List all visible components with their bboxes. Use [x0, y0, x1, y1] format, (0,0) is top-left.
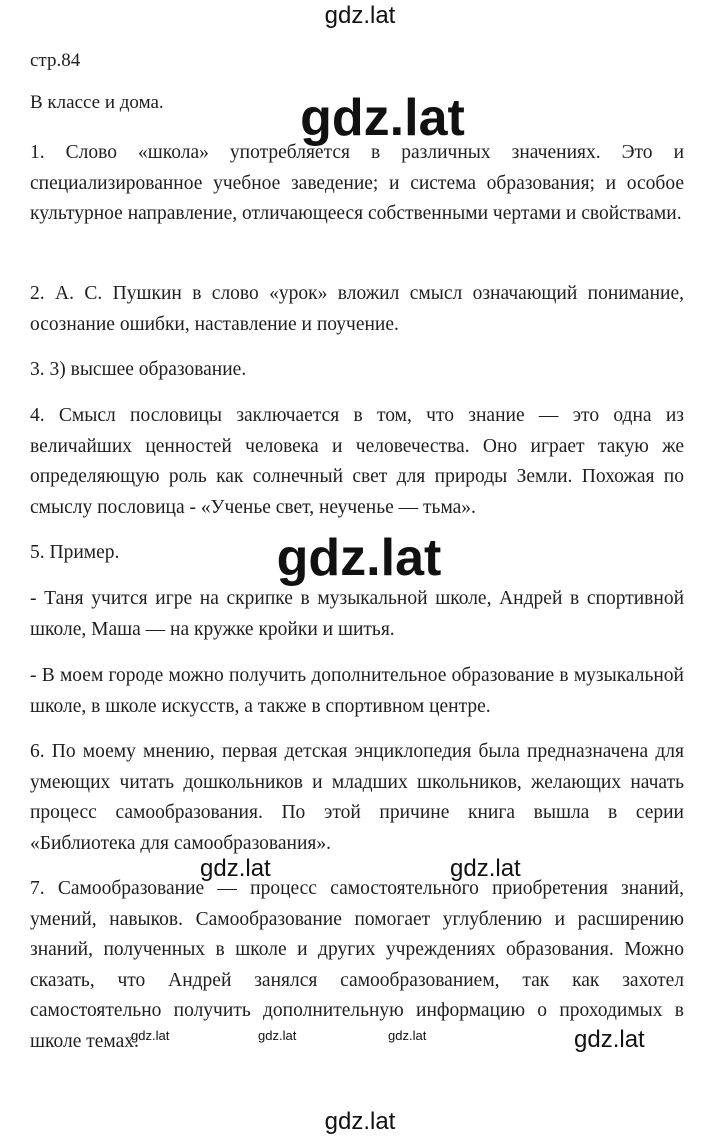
watermark-big-1: gdz.lat [300, 89, 465, 147]
watermark-mid-right: gdz.lat [450, 855, 521, 882]
answer-3: 3. 3) высшее образование. [30, 359, 247, 380]
watermark-mid-left: gdz.lat [200, 855, 271, 882]
answer-1: 1. Слово «школа» употребляется в различных значениях. Это и специализированное учебное заведение; и система образования; и особое культурное направление, отличающееся собственными чертами и свойствами. [30, 142, 684, 224]
answer-7: 7. Самообразование — процесс самостоятельного приобретения знаний, умений, навыков. Самообразование помогает углублению и расширению знаний, полученных в школе и других учреждениях образования. Можно сказать, что Андрей занялся самообразованием, так как захотел самостоятельно получить дополнительную информацию о проходимых в школе темах. [30, 878, 684, 1052]
answer-2: 2. А. С. Пушкин в слово «урок» вложил смысл означающий понимание, осознание ошибки, наставление и поучение. [30, 283, 684, 335]
answer-5-example-1: - Таня учится игре на скрипке в музыкальной школе, Андрей в спортивной школе, Маша — на кружке кройки и шитья. [30, 588, 684, 640]
answer-4: 4. Смысл пословицы заключается в том, что знание — это одна из величайших ценностей человека и человечества. Оно играет такую же определяющую роль как солнечный свет для природы Земли. Похожая по смыслу пословица - «Ученье свет, неученье — тьма». [30, 405, 684, 518]
watermark-bottom: gdz.lat [324, 1108, 396, 1135]
answer-5: 5. Пример. [30, 542, 120, 563]
section-title: В классе и дома. [30, 92, 164, 113]
watermark-small-2: gdz.lat [258, 1028, 297, 1043]
watermark-small-3: gdz.lat [388, 1028, 427, 1043]
watermark-right: gdz.lat [574, 1026, 645, 1053]
answer-6: 6. По моему мнению, первая детская энциклопедия была предназначена для умеющих читать дошкольников и младших школьников, желающих начать процесс самообразования. По этой причине книга вышла в серии «Библиотека для самообразования». [30, 741, 684, 854]
answer-5-example-2: - В моем городе можно получить дополнительное образование в музыкальной школе, в школе искусств, а также в спортивном центре. [30, 665, 684, 717]
watermark-small-1: gdz.lat [131, 1028, 170, 1043]
watermark-top: gdz.lat [324, 2, 396, 29]
page-label: стр.84 [30, 50, 81, 71]
watermark-big-2: gdz.lat [276, 529, 442, 587]
